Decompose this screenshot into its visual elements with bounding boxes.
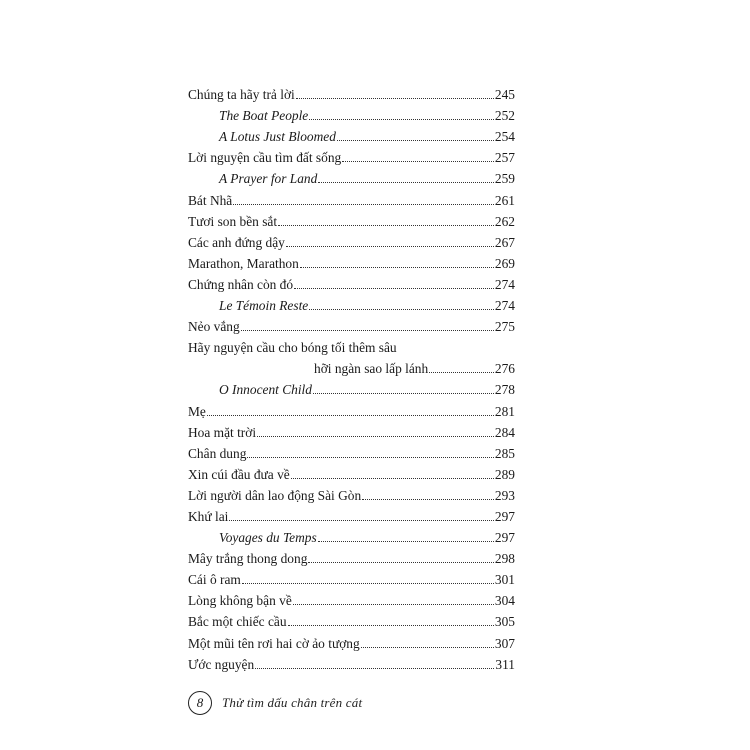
- dot-leader: [288, 625, 494, 626]
- toc-entry: [188, 335, 515, 356]
- toc-entry-title: Lời nguyện cầu tìm đất sống: [188, 150, 342, 166]
- toc-entry-page: 257: [494, 150, 515, 166]
- toc-entry-title: Hãy nguyện cầu cho bóng tối thêm sâu: [188, 340, 397, 356]
- dot-leader: [318, 541, 494, 542]
- toc-entry: [188, 652, 515, 673]
- dot-leader: [233, 204, 494, 205]
- dot-leader: [362, 499, 494, 500]
- toc-entry: [188, 314, 515, 335]
- toc-entry-page: 307: [494, 635, 515, 651]
- toc-entry: [188, 630, 515, 651]
- dot-leader: [313, 393, 494, 394]
- toc-entry: [188, 462, 515, 483]
- dot-leader: [293, 604, 494, 605]
- toc-entry-page: 259: [494, 171, 515, 187]
- dot-leader: [229, 520, 494, 521]
- toc-entry-title: A Lotus Just Bloomed: [219, 129, 336, 145]
- toc-entry-page: 245: [494, 87, 515, 103]
- toc-entry: [188, 567, 515, 588]
- toc-entry: [188, 251, 515, 272]
- toc-entry-continuation: [188, 356, 515, 377]
- toc-entry-title: A Prayer for Land: [219, 171, 318, 187]
- toc-entry-title: O Innocent Child: [219, 382, 312, 398]
- toc-entry-title: Một mũi tên rơi hai cờ ảo tượng: [188, 635, 360, 651]
- toc-subentry: [188, 124, 515, 145]
- dot-leader: [337, 140, 494, 141]
- dot-leader: [241, 330, 494, 331]
- dot-leader: [207, 415, 494, 416]
- toc-entry-page: 269: [494, 255, 515, 271]
- toc-entry-page: 276: [494, 361, 515, 377]
- toc-entry-title: Bát Nhã: [188, 192, 233, 208]
- dot-leader: [342, 161, 494, 162]
- toc-entry-title: Mây trắng thong dong: [188, 551, 308, 567]
- toc-entry-page: 297: [494, 508, 515, 524]
- dot-leader: [308, 562, 494, 563]
- toc-entry-page: 284: [494, 424, 515, 440]
- dot-leader: [300, 267, 494, 268]
- page-footer: [188, 691, 362, 715]
- page-number: 8: [196, 695, 204, 710]
- toc-entry: [188, 272, 515, 293]
- toc-entry-page: 297: [494, 530, 515, 546]
- toc-entry: [188, 420, 515, 441]
- dot-leader: [278, 225, 494, 226]
- toc-entry-page: 289: [494, 466, 515, 482]
- toc-subentry: [188, 166, 515, 187]
- toc-entry-title: Mẹ: [188, 403, 206, 419]
- running-book-title: Thử tìm dấu chân trên cát: [222, 695, 363, 710]
- toc-entry-title: Tươi son bền sắt: [188, 213, 278, 229]
- toc-entry-page: 267: [494, 234, 515, 250]
- toc-entry-title: Khứ lai: [188, 508, 229, 524]
- toc-entry: [188, 209, 515, 230]
- toc-entry: [188, 609, 515, 630]
- toc-entry-title: Chúng ta hãy trả lời: [188, 87, 295, 103]
- dot-leader: [291, 478, 494, 479]
- toc-entry-page: 254: [494, 129, 515, 145]
- toc-entry: [188, 230, 515, 251]
- toc-subentry: [188, 525, 515, 546]
- toc-entry-page: 304: [494, 593, 515, 609]
- toc-entry-page: 298: [494, 551, 515, 567]
- toc-entry-title: Lòng không bận về: [188, 593, 292, 609]
- toc-entry-title: Nẻo vắng: [188, 319, 240, 335]
- dot-leader: [296, 98, 494, 99]
- toc-entry-page: 293: [494, 487, 515, 503]
- toc-entry-page: 262: [494, 213, 515, 229]
- toc-subentry: [188, 377, 515, 398]
- toc-subentry: [188, 103, 515, 124]
- toc-entry-page: 274: [494, 276, 515, 292]
- toc-entry: [188, 145, 515, 166]
- toc-entry-page: 275: [494, 319, 515, 335]
- dot-leader: [361, 647, 494, 648]
- dot-leader: [257, 436, 494, 437]
- toc-entry-page: 261: [494, 192, 515, 208]
- dot-leader: [286, 246, 494, 247]
- toc-entry-page: 281: [494, 403, 515, 419]
- toc-entry-title: Các anh đứng dậy: [188, 234, 285, 250]
- toc-entry-page: 285: [494, 445, 515, 461]
- toc-entry-title-continued: hỡi ngàn sao lấp lánh: [314, 361, 429, 377]
- toc-entry: [188, 483, 515, 504]
- toc-entry: [188, 546, 515, 567]
- toc-entry: [188, 82, 515, 103]
- toc-entry-title: Ước nguyện: [188, 656, 255, 672]
- toc-entry-title: Chứng nhân còn đó: [188, 276, 294, 292]
- toc-entry: [188, 187, 515, 208]
- toc-entry-title: Xin cúi đầu đưa về: [188, 466, 290, 482]
- toc-entry-title: Hoa mặt trời: [188, 424, 257, 440]
- toc-entry-page: 311: [495, 656, 515, 672]
- table-of-contents: [188, 82, 515, 673]
- toc-entry-title: The Boat People: [219, 108, 309, 124]
- toc-subentry: [188, 293, 515, 314]
- toc-entry: [188, 398, 515, 419]
- dot-leader: [242, 583, 494, 584]
- toc-entry-title: Voyages du Temps: [219, 530, 317, 546]
- toc-entry-page: 278: [494, 382, 515, 398]
- toc-entry-title: Cái ô ram: [188, 572, 241, 588]
- dot-leader: [247, 457, 494, 458]
- dot-leader: [294, 288, 494, 289]
- dot-leader: [318, 182, 494, 183]
- toc-entry: [188, 588, 515, 609]
- toc-entry-title: Bắc một chiếc cầu: [188, 614, 287, 630]
- toc-entry-title: Chân dung: [188, 445, 247, 461]
- toc-entry: [188, 504, 515, 525]
- dot-leader: [255, 668, 494, 669]
- toc-entry-page: 274: [494, 298, 515, 314]
- dot-leader: [309, 119, 494, 120]
- toc-entry-page: 305: [494, 614, 515, 630]
- toc-entry-title: Marathon, Marathon: [188, 255, 299, 271]
- page-number-circle: [188, 691, 212, 715]
- toc-entry-title: Le Témoin Reste: [219, 298, 309, 314]
- toc-entry-page: 301: [494, 572, 515, 588]
- dot-leader: [309, 309, 494, 310]
- toc-entry-page: 252: [494, 108, 515, 124]
- toc-entry-title: Lời người dân lao động Sài Gòn: [188, 487, 362, 503]
- toc-entry: [188, 441, 515, 462]
- dot-leader: [429, 372, 494, 373]
